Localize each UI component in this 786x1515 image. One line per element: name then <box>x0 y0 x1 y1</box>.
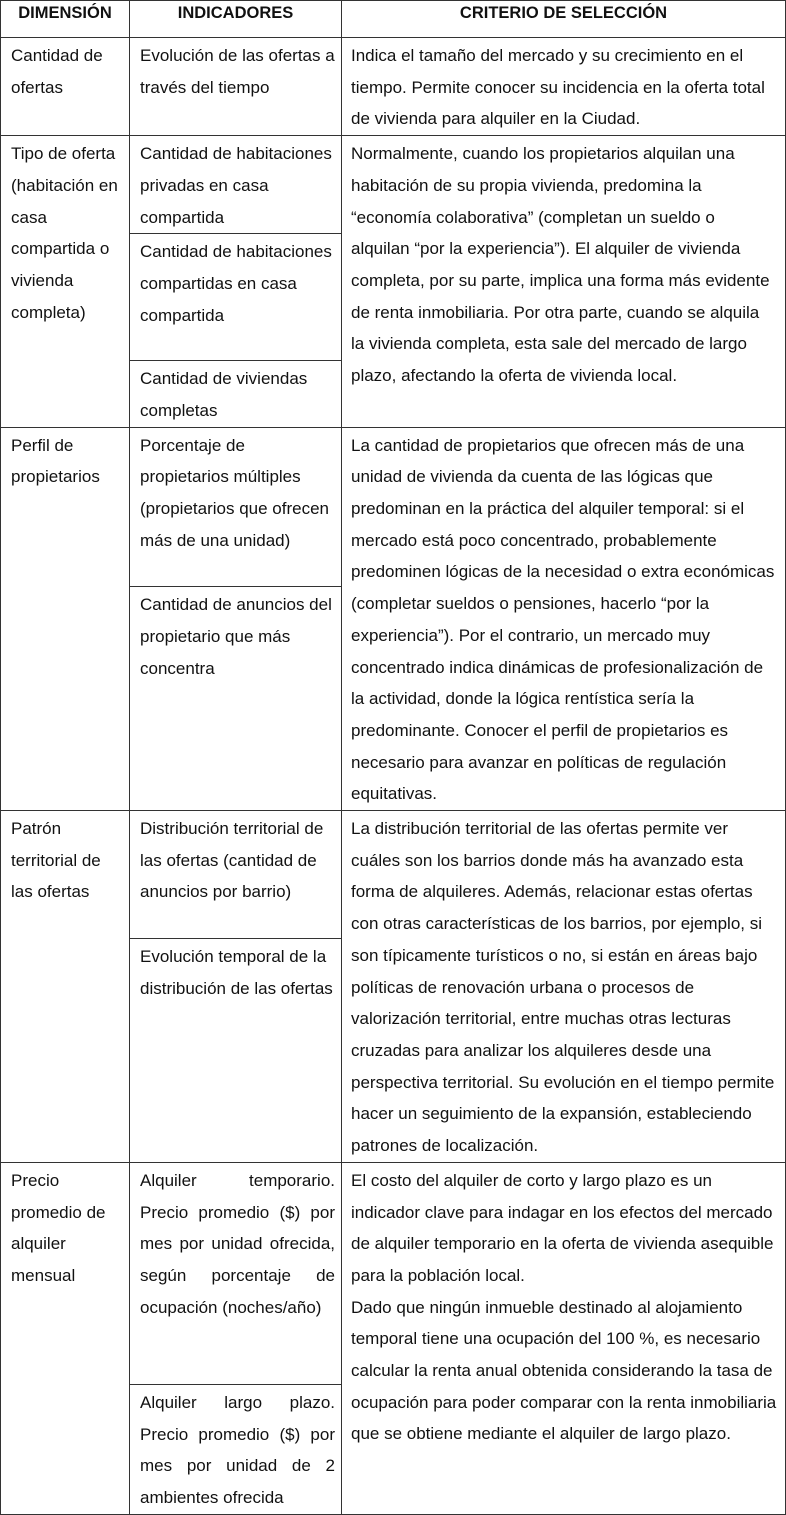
indicator-cell: Alquiler temporario. Precio promedio ($) por mes por unidad ofrecida, según porcentaje de ocupación (noches/año) <box>130 1162 342 1384</box>
header-indicators: INDICADORES <box>130 1 342 38</box>
indicator-cell: Porcentaje de propietarios múltiples (propietarios que ofrecen más de una unidad) <box>130 427 342 587</box>
header-criterion: CRITERIO DE SELECCIÓN <box>342 1 786 38</box>
indicator-cell: Cantidad de viviendas completas <box>130 361 342 427</box>
indicator-cell: Cantidad de habitaciones compartidas en casa compartida <box>130 234 342 361</box>
dimension-cell: Perfil de propietarios <box>1 427 130 810</box>
table-row <box>1 136 786 234</box>
criterion-cell: El costo del alquiler de corto y largo plazo es un indicador clave para indagar en los efectos del mercado de alquiler temporario en la oferta de vivienda asequible para la población local. Dado que ningún inmueble destinado al alojamiento temporal tiene una ocupación del 100 %, es necesario calcular la renta anual obtenida considerando la tasa de ocupación para poder comparar con la renta inmobiliaria que se obtiene mediante el alquiler de largo plazo. <box>342 1162 786 1514</box>
dimension-cell: Cantidad de ofertas <box>1 38 130 136</box>
criterion-cell: Indica el tamaño del mercado y su crecimiento en el tiempo. Permite conocer su incidencia en la oferta total de vivienda para alquiler en la Ciudad. <box>342 38 786 136</box>
dimension-cell: Tipo de oferta (habitación en casa compartida o vivienda completa) <box>1 136 130 428</box>
header-dimension: DIMENSIÓN <box>1 1 130 38</box>
indicator-cell: Alquiler largo plazo. Precio promedio ($) por mes por unidad de 2 ambientes ofrecida <box>130 1384 342 1514</box>
criterion-cell: La distribución territorial de las ofertas permite ver cuáles son los barrios donde más ha avanzado esta forma de alquileres. Además, relacionar estas ofertas con otras características de los barrios, por ejemplo, si son típicamente turísticos o no, si están en áreas bajo políticas de renovación urbana o procesos de valorización territorial, entre muchas otras lecturas cruzadas para analizar los alquileres desde una perspectiva territorial. Su evolución en el tiempo permite hacer un seguimiento de la expansión, estableciendo patrones de localización. <box>342 811 786 1163</box>
indicator-cell: Cantidad de anuncios del propietario que más concentra <box>130 587 342 811</box>
indicator-cell: Evolución de las ofertas a través del tiempo <box>130 38 342 136</box>
indicator-cell: Cantidad de habitaciones privadas en casa compartida <box>130 136 342 234</box>
criterion-cell: Normalmente, cuando los propietarios alquilan una habitación de su propia vivienda, predomina la “economía colaborativa” (completan un sueldo o alquilan “por la experiencia”). El alquiler de vivienda completa, por su parte, implica una forma más evidente de renta inmobiliaria. Por otra parte, cuando se alquila la vivienda completa, esta sale del mercado de largo plazo, afectando la oferta de vivienda local. <box>342 136 786 428</box>
table-row <box>1 811 786 939</box>
criterion-cell: La cantidad de propietarios que ofrecen más de una unidad de vivienda da cuenta de las lógicas que predominan en la práctica del alquiler temporal: si el mercado está poco concentrado, probablemente predominen lógicas de la necesidad o extra económicas (completar sueldos o pensiones, hacerlo “por la experiencia”). Por el contrario, un mercado muy concentrado indica dinámicas de profesionalización de la actividad, donde la lógica rentística sería la predominante. Conocer el perfil de propietarios es necesario para avanzar en políticas de regulación equitativas. <box>342 427 786 810</box>
indicator-cell: Distribución territorial de las ofertas (cantidad de anuncios por barrio) <box>130 811 342 939</box>
header-row <box>1 1 786 38</box>
table-row <box>1 427 786 587</box>
indicator-cell: Evolución temporal de la distribución de las ofertas <box>130 939 342 1163</box>
table-row <box>1 38 786 136</box>
dimension-cell: Patrón territorial de las ofertas <box>1 811 130 1163</box>
table-row <box>1 1162 786 1384</box>
dimension-cell: Precio promedio de alquiler mensual <box>1 1162 130 1514</box>
